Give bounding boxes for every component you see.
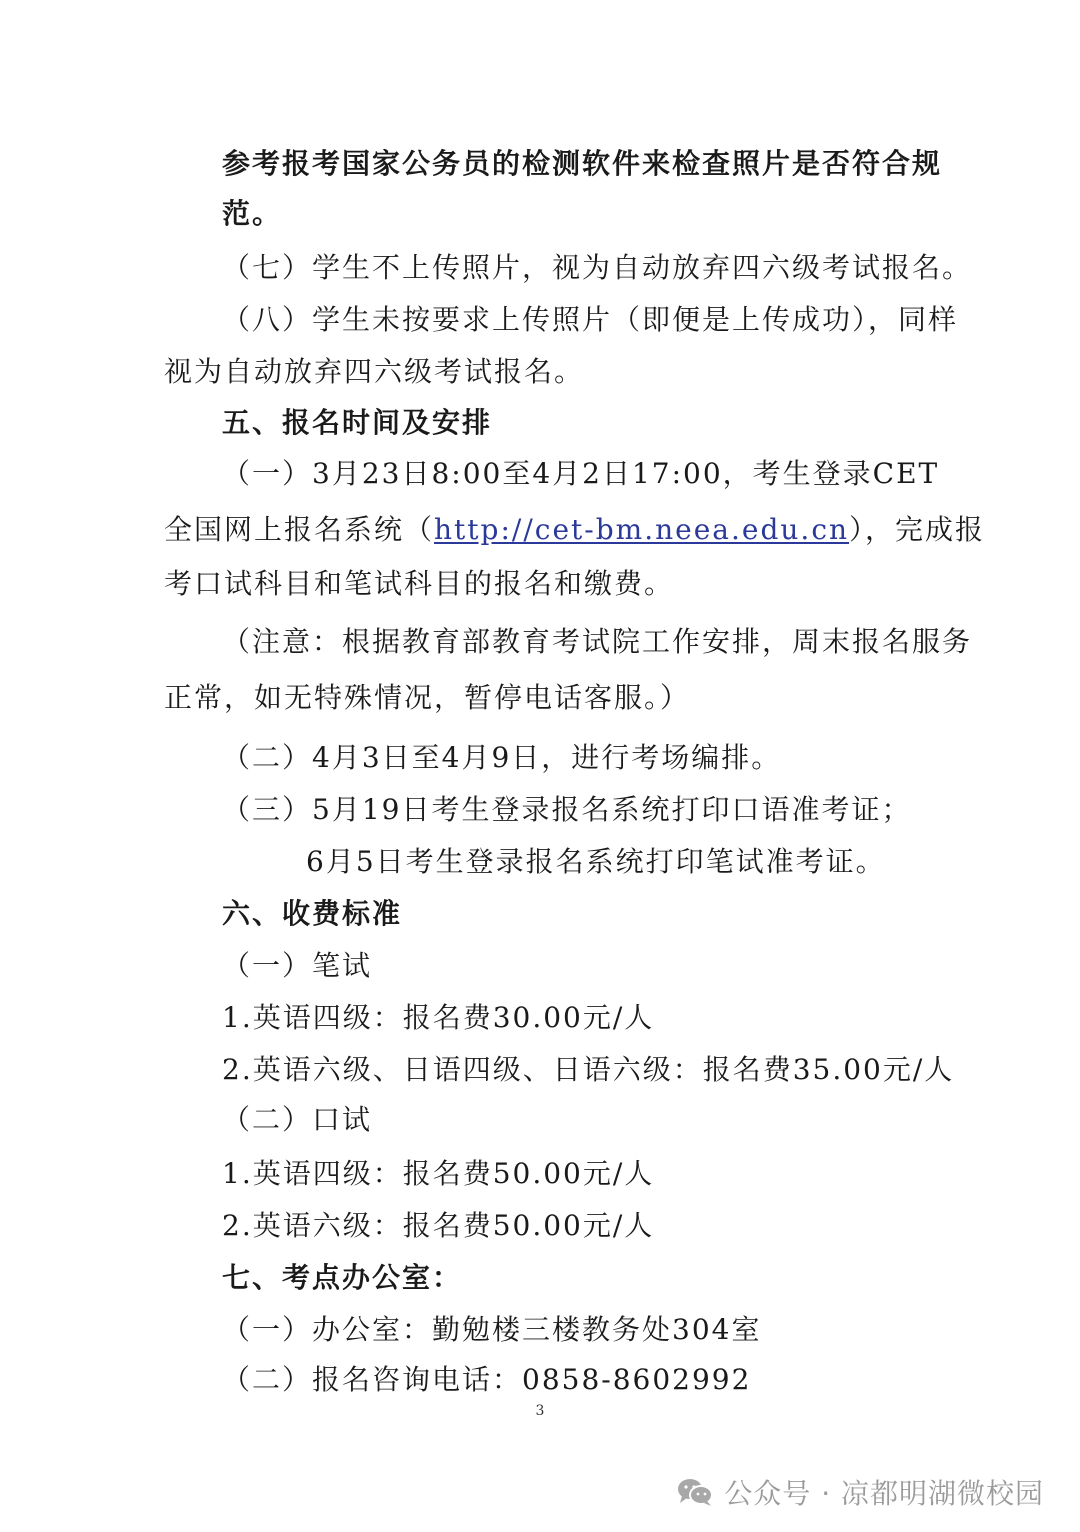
section-heading: 七、考点办公室： <box>222 1261 463 1294</box>
section-heading: 六、收费标准 <box>222 897 403 930</box>
watermark-text: 公众号 · 凉都明湖微校园 <box>724 1477 1044 1510</box>
section-heading: 五、报名时间及安排 <box>222 406 493 439</box>
link-prefix-text: 全国网上报名系统（ <box>164 513 435 546</box>
page-number: 3 <box>535 1403 545 1419</box>
paragraph-line: 6月5日考生登录报名系统打印笔试准考证。 <box>306 845 886 878</box>
paragraph-line: 考口试科目和笔试科目的报名和缴费。 <box>164 567 675 600</box>
paragraph-line: （二）报名咨询电话：0858-8602992 <box>222 1363 752 1396</box>
paragraph-line: （八）学生未按要求上传照片（即便是上传成功），同样 <box>222 303 959 336</box>
fee-item: 1.英语四级：报名费50.00元/人 <box>222 1157 655 1190</box>
paragraph-line: （注意：根据教育部教育考试院工作安排，周末报名服务 <box>222 625 973 658</box>
fee-item: 2.英语六级、日语四级、日语六级：报名费35.00元/人 <box>222 1053 955 1086</box>
paragraph-line: （七）学生不上传照片，视为自动放弃四六级考试报名。 <box>222 251 973 284</box>
paragraph-line: （三）5月19日考生登录报名系统打印口语准考证； <box>222 793 912 826</box>
paragraph-line: （二）4月3日至4月9日，进行考场编排。 <box>222 741 782 774</box>
registration-system-link[interactable]: http://cet-bm.neea.edu.cn <box>434 513 850 546</box>
fee-item: 1.英语四级：报名费30.00元/人 <box>222 1001 655 1034</box>
wechat-icon <box>676 1476 714 1508</box>
paragraph-line-with-link <box>164 512 985 548</box>
sub-heading: （二）口试 <box>222 1103 373 1136</box>
paragraph-line: 参考报考国家公务员的检测软件来检查照片是否符合规 <box>222 147 943 180</box>
paragraph-line: 视为自动放弃四六级考试报名。 <box>164 355 585 388</box>
link-suffix-text: ），完成报 <box>849 513 986 546</box>
watermark <box>676 1470 1044 1514</box>
paragraph-line: 范。 <box>222 197 283 230</box>
paragraph-line: 正常，如无特殊情况，暂停电话客服。） <box>164 681 691 714</box>
paragraph-line: （一）办公室：勤勉楼三楼教务处304室 <box>222 1313 762 1346</box>
fee-item: 2.英语六级：报名费50.00元/人 <box>222 1209 655 1242</box>
paragraph-line: （一）3月23日8:00至4月2日17:00，考生登录CET <box>222 457 940 490</box>
sub-heading: （一）笔试 <box>222 949 373 982</box>
